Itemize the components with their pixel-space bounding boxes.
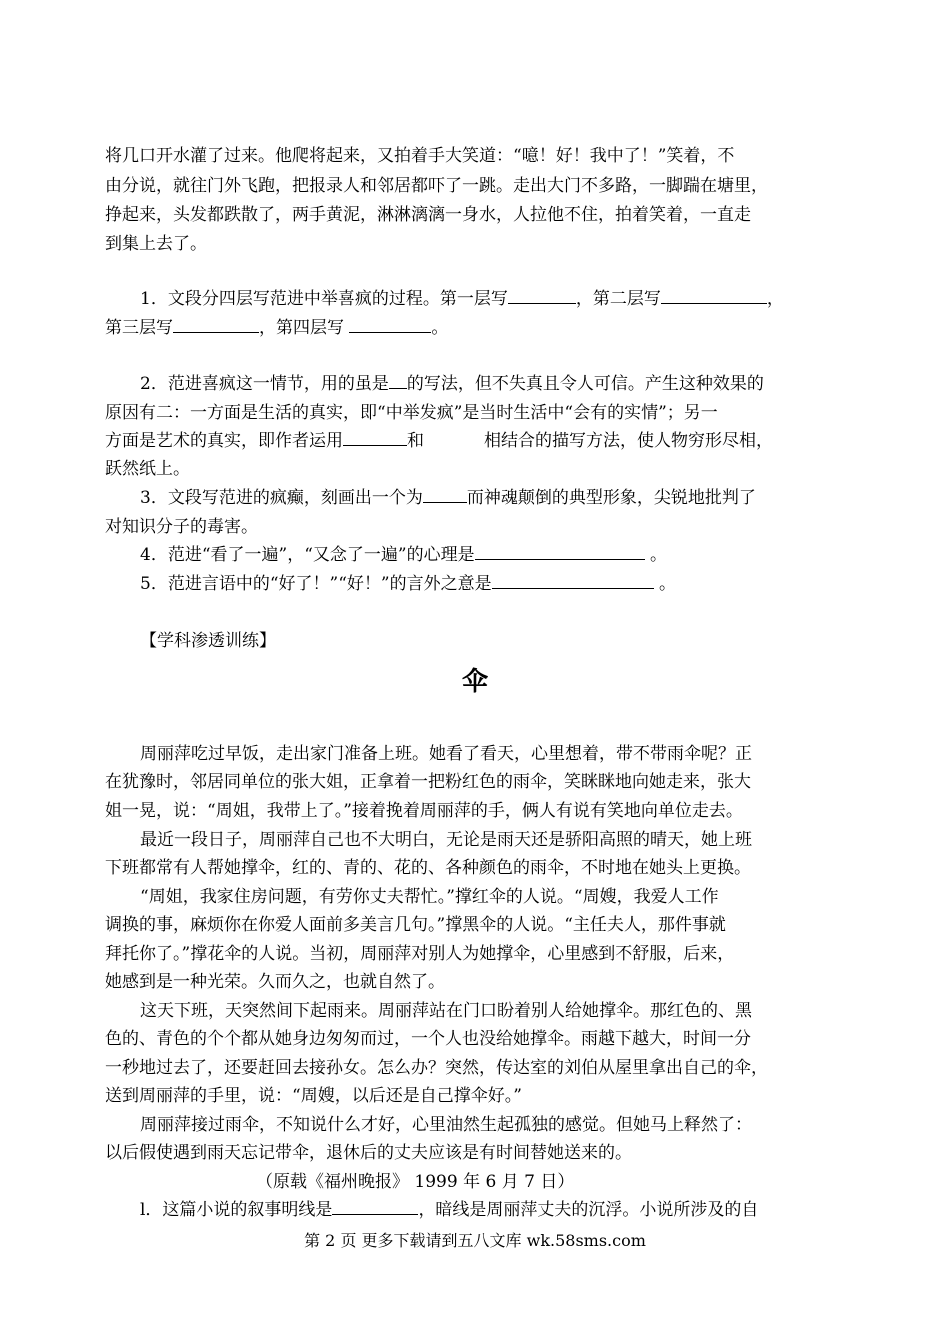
story-line: 她感到是一种光荣。久而久之，也就自然了。 <box>105 972 445 992</box>
question-5: 5．范进言语中的“好了！”“好！”的言外之意是 。 <box>140 570 850 598</box>
section-heading: 【学科渗透训练】 <box>140 631 276 651</box>
story-line: 周丽萍吃过早饭，走出家门准备上班。她看了看天，心里想着，带不带雨伞呢？正 <box>140 744 752 764</box>
story-line: 下班都常有人帮她撑伞，红的、青的、花的、各种颜色的雨伞，不时地在她头上更换。 <box>105 858 751 878</box>
question-4: 4．范进“看了一遍”，“又念了一遍”的心理是 。 <box>140 541 850 569</box>
question-2-line-3: 方面是艺术的真实，即作者运用 和 相结合的描写方法，使人物穷形尽相， <box>105 427 850 455</box>
page-footer: 第 2 页 更多下载请到五八文库 wk.58sms.com <box>304 1231 646 1250</box>
question-2-line-2: 原因有二：一方面是生活的真实，即“中举发疯”是当时生活中“会有的实情”；另一 <box>105 403 718 423</box>
answer-blank <box>343 427 407 446</box>
story-line: 以后假使遇到雨天忘记带伞，退休后的丈夫应该是有时间替她送来的。 <box>105 1143 632 1163</box>
story-line: 送到周丽萍的手里，说：“周嫂，以后还是自己撑伞好。” <box>105 1086 522 1106</box>
story-question-1: l．这篇小说的叙事明线是 ，暗线是周丽萍丈夫的沉浮。小说所涉及的自 <box>140 1196 850 1224</box>
story-line: “周姐，我家住房问题，有劳你丈夫帮忙。”撑红伞的人说。“周嫂，我爱人工作 <box>140 887 719 907</box>
answer-blank <box>661 285 767 304</box>
question-2-line-1: 2．范进喜疯这一情节，用的虽是 的写法，但不失真且令人可信。产生这种效果的 <box>140 370 850 398</box>
story-line: 调换的事，麻烦你在你爱人面前多美言几句。”撑黑伞的人说。“主任夫人，那件事就 <box>105 915 726 935</box>
passage-line: 到集上去了。 <box>105 234 207 254</box>
story-line: 最近一段日子，周丽萍自己也不大明白，无论是雨天还是骄阳高照的晴天，她上班 <box>140 830 752 850</box>
answer-blank <box>332 1196 418 1215</box>
story-line: 色的、青色的个个都从她身边匆匆而过，一个人也没给她撑伞。雨越下越大，时间一分 <box>105 1029 751 1049</box>
answer-blank <box>349 314 431 333</box>
passage-line: 挣起来，头发都跌散了，两手黄泥，淋淋漓漓一身水，人拉他不住，拍着笑着，一直走 <box>105 205 751 225</box>
answer-blank <box>173 314 259 333</box>
story-line: 在犹豫时，邻居同单位的张大姐，正拿着一把粉红色的雨伞，笑眯眯地向她走来，张大 <box>105 772 751 792</box>
source-attribution: （原载《福州晚报》 1999 年 6 月 7 日） <box>256 1172 575 1192</box>
answer-blank <box>423 484 467 503</box>
question-3-line-1: 3．文段写范进的疯癫，刻画出一个为 而神魂颠倒的典型形象，尖锐地批判了 <box>140 484 850 512</box>
story-line: 周丽萍接过雨伞，不知说什么才好，心里油然生起孤独的感觉。但她马上释然了： <box>140 1115 752 1135</box>
question-3-line-2: 对知识分子的毒害。 <box>105 517 258 537</box>
answer-blank <box>475 541 645 560</box>
question-1-line-2: 第三层写 ，第四层写 。 <box>105 314 850 342</box>
answer-blank <box>389 370 407 389</box>
answer-blank <box>508 285 576 304</box>
story-title: 伞 <box>461 667 488 697</box>
answer-blank <box>492 570 654 589</box>
passage-line: 将几口开水灌了过来。他爬将起来，又拍着手大笑道：“噫！好！我中了！”笑着，不 <box>105 146 735 166</box>
story-line: 一秒地过去了，还要赶回去接孙女。怎么办？突然，传达室的刘伯从屋里拿出自己的伞， <box>105 1058 768 1078</box>
question-2-line-4: 跃然纸上。 <box>105 459 190 479</box>
story-line: 姐一晃，说：“周姐，我带上了。”接着挽着周丽萍的手，俩人有说有笑地向单位走去。 <box>105 801 743 821</box>
passage-line: 由分说，就往门外飞跑，把报录人和邻居都吓了一跳。走出大门不多路，一脚踹在塘里， <box>105 176 768 196</box>
story-line: 这天下班，天突然间下起雨来。周丽萍站在门口盼着别人给她撑伞。那红色的、黑 <box>140 1001 752 1021</box>
story-line: 拜托你了。”撑花伞的人说。当初，周丽萍对别人为她撑伞，心里感到不舒服，后来， <box>105 944 735 964</box>
question-1-line-1: 1．文段分四层写范进中举喜疯的过程。第一层写 ，第二层写 ， <box>140 285 850 313</box>
